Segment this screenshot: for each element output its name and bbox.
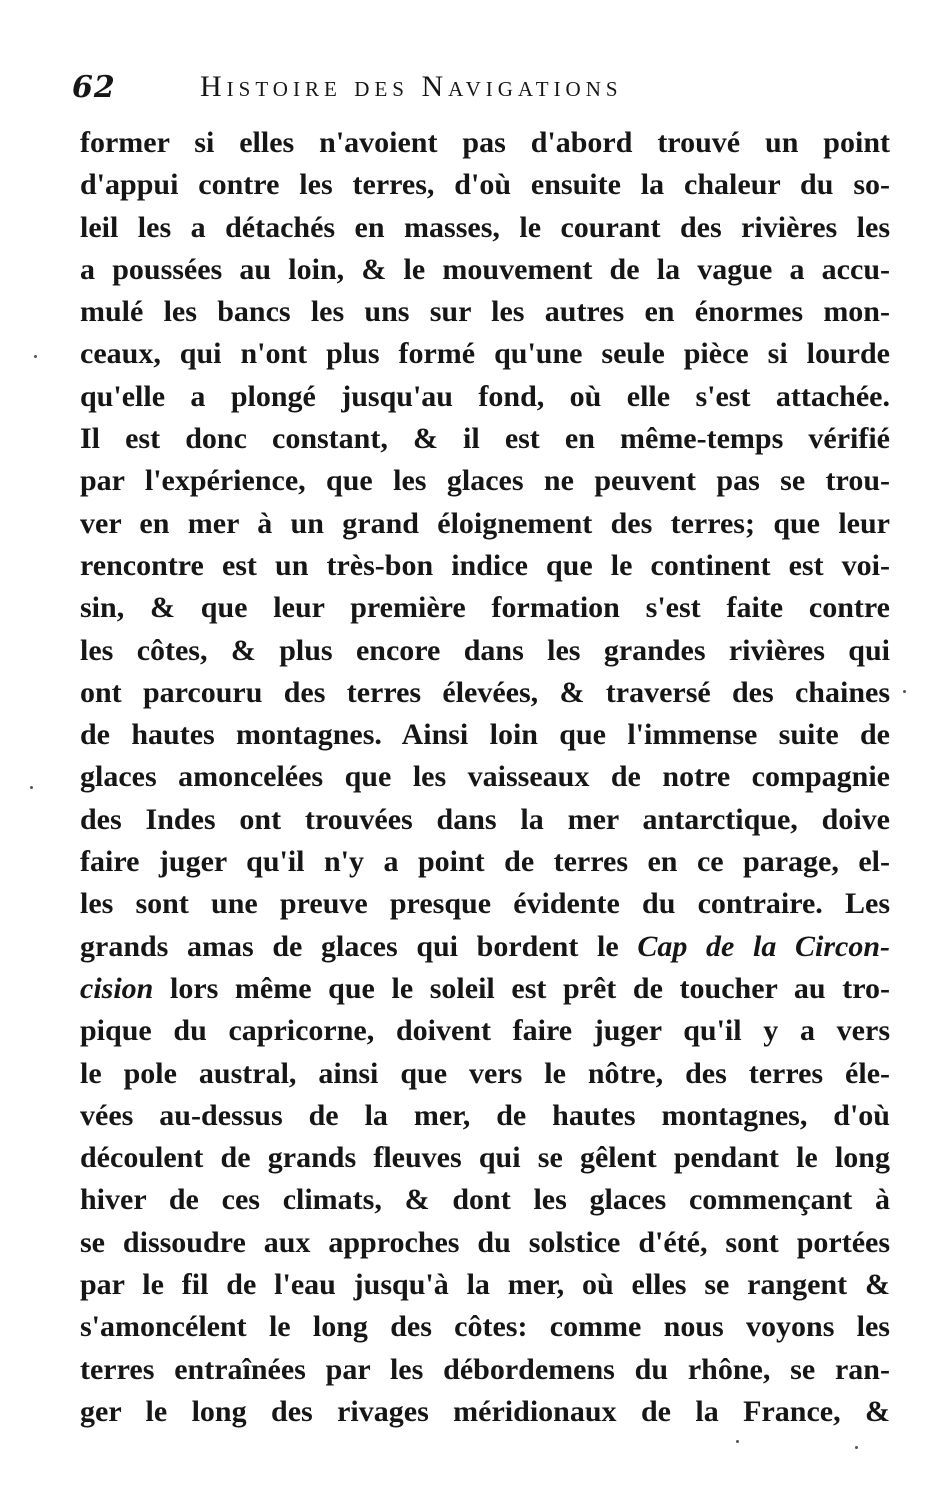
text-line — [80, 1137, 890, 1179]
text-segment: hiver de ces climats, & dont les glaces commençant à — [80, 1183, 890, 1217]
text-segment: de hautes montagnes. Ainsi loin que l'immense suite de — [80, 718, 890, 752]
text-segment: leil les a détachés en masses, le courant des rivières les — [80, 210, 890, 244]
text-line — [80, 587, 890, 629]
text-line — [80, 1222, 890, 1264]
text-line — [80, 756, 890, 798]
text-segment: mulé les bancs les uns sur les autres en énormes mon- — [80, 295, 890, 329]
text-segment: ver en mer à un grand éloignement des terres; que leur — [80, 506, 890, 540]
text-segment: a poussées au loin, & le mouvement de la vague a accu- — [80, 252, 890, 286]
text-segment: glaces amoncelées que les vaisseaux de notre compagnie — [80, 760, 890, 794]
text-segment: pique du capricorne, doivent faire juger qu'il y a vers — [80, 1014, 890, 1048]
text-line — [80, 545, 890, 587]
text-line — [80, 1306, 890, 1348]
running-head — [72, 70, 892, 110]
text-line — [80, 503, 890, 545]
text-line — [80, 1349, 890, 1391]
text-segment: se dissoudre aux approches du solstice d'été, sont portées — [80, 1225, 890, 1259]
text-segment: ger le long des rivages méridionaux de la France, & — [80, 1394, 890, 1428]
italic-text-segment: cision — [80, 971, 154, 1005]
text-line — [80, 376, 890, 418]
text-line — [80, 418, 890, 460]
text-segment: former si elles n'avoient pas d'abord trouvé un point — [80, 126, 890, 159]
text-segment: découlent de grands fleuves qui se gêlent pendant le long — [80, 1141, 890, 1175]
text-segment: grands amas de glaces qui bordent le — [80, 929, 638, 963]
text-segment: des Indes ont trouvées dans la mer antarctique, doive — [80, 802, 890, 836]
text-segment: les sont une preuve presque évidente du contraire. Les — [80, 887, 890, 921]
text-line — [80, 333, 890, 375]
text-segment: Il est donc constant, & il est en même-temps vérifié — [80, 422, 890, 456]
text-line — [80, 460, 890, 502]
scan-speck — [855, 1446, 858, 1449]
text-segment: rencontre est un très-bon indice que le continent est voi- — [80, 548, 890, 582]
text-segment: vées au-dessus de la mer, de hautes montagnes, d'où — [80, 1098, 890, 1132]
text-segment: lors même que le soleil est prêt de toucher au tro- — [153, 971, 890, 1005]
text-line — [80, 1264, 890, 1306]
text-line — [80, 1010, 890, 1052]
scan-speck — [903, 690, 906, 693]
text-segment: qu'elle a plongé jusqu'au fond, où elle s'est attachée. — [80, 379, 890, 413]
text-segment: par le fil de l'eau jusqu'à la mer, où elles se rangent & — [80, 1268, 890, 1302]
text-segment: d'appui contre les terres, d'où ensuite la chaleur du so- — [80, 168, 890, 202]
text-line — [80, 1391, 890, 1433]
text-line — [80, 883, 890, 925]
text-line — [80, 1179, 890, 1221]
page-header-title: Histoire des Navigations — [200, 70, 623, 103]
italic-text-segment: Cap de la Circon- — [637, 929, 890, 963]
scan-speck — [34, 355, 37, 358]
text-body — [80, 122, 890, 1433]
text-line — [80, 630, 890, 672]
text-line — [80, 714, 890, 756]
text-line — [80, 122, 890, 164]
text-line — [80, 249, 890, 291]
text-line — [80, 207, 890, 249]
text-line — [80, 841, 890, 883]
text-line — [80, 968, 890, 1010]
text-segment: les côtes, & plus encore dans les grandes rivières qui — [80, 633, 890, 667]
text-line — [80, 672, 890, 714]
text-segment: s'amoncélent le long des côtes: comme nous voyons les — [80, 1310, 890, 1344]
scan-speck — [736, 1440, 739, 1443]
text-line — [80, 291, 890, 333]
text-line — [80, 799, 890, 841]
text-line — [80, 926, 890, 968]
text-segment: le pole austral, ainsi que vers le nôtre, des terres éle- — [80, 1056, 890, 1090]
text-segment: faire juger qu'il n'y a point de terres en ce parage, el- — [80, 845, 890, 879]
text-line — [80, 1095, 890, 1137]
page-number: 62 — [72, 70, 116, 105]
text-segment: par l'expérience, que les glaces ne peuvent pas se trou- — [80, 464, 890, 498]
text-segment: sin, & que leur première formation s'est faite contre — [80, 591, 890, 625]
text-segment: ceaux, qui n'ont plus formé qu'une seule pièce si lourde — [80, 337, 890, 371]
scan-speck — [30, 786, 33, 789]
text-segment: ont parcouru des terres élevées, & traversé des chaines — [80, 675, 890, 709]
text-line — [80, 164, 890, 206]
text-segment: terres entraînées par les débordemens du rhône, se ran- — [80, 1352, 890, 1386]
text-line — [80, 1053, 890, 1095]
